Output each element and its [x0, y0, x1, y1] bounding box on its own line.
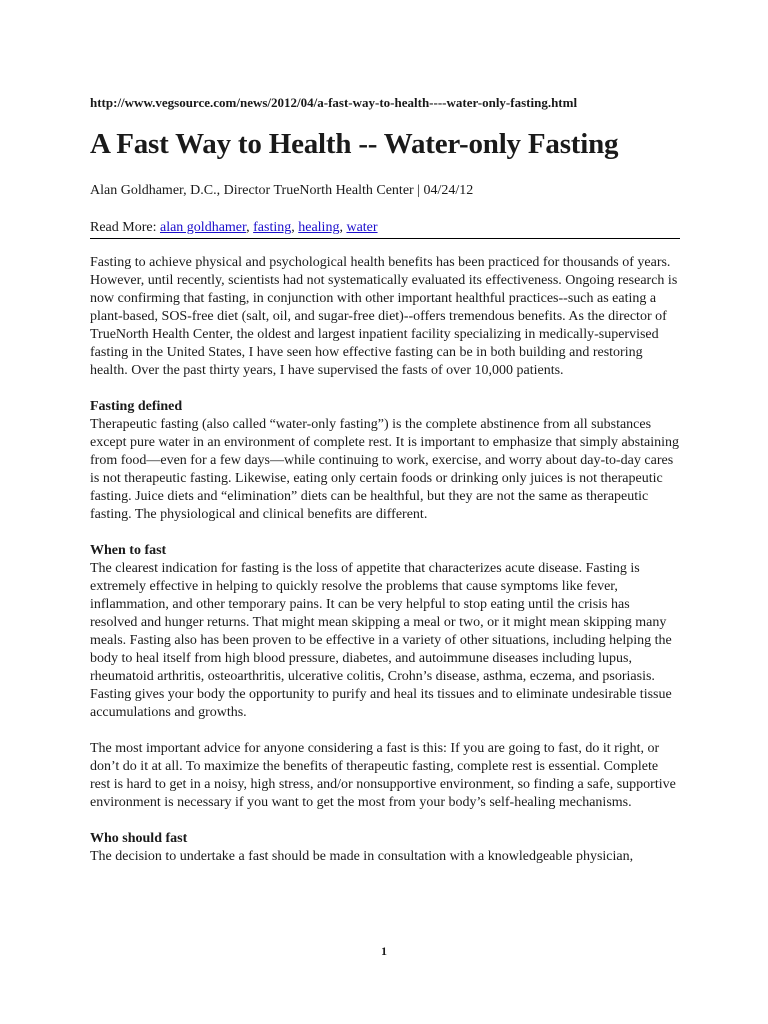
- intro-paragraph: Fasting to achieve physical and psychological health benefits has been practiced for thousands of years. However, until recently, scientists had not systematically evaluated its effectiveness. Ongoing research is now confirming that fasting, in conjunction with other important healthful practices--such as eating a plant-based, SOS-free diet (salt, oil, and sugar-free diet)--offers tremendous benefits. As the director of TrueNorth Health Center, the oldest and largest inpatient facility specializing in medically-supervised fasting in the United States, I have seen how effective fasting can be in both building and restoring health. Over the past thirty years, I have supervised the fasts of over 10,000 patients.: [90, 255, 678, 378]
- read-more-label: Read More:: [90, 220, 160, 235]
- article-body: [90, 254, 680, 884]
- advice-paragraph: The most important advice for anyone considering a fast is this: If you are going to fast, do it right, or don’t do it at all. To maximize the benefits of therapeutic fasting, complete rest is essential. Complete rest is hard to get in a noisy, high stress, and/or nonsupportive environment, so finding a safe, supportive environment is necessary if you want to get the most from your body’s self-healing mechanisms.: [90, 741, 676, 810]
- section-paragraph-who-should-fast: The decision to undertake a fast should be made in consultation with a knowledgeable physician,: [90, 849, 634, 864]
- tag-link-fasting[interactable]: fasting: [253, 220, 292, 235]
- article-byline: Alan Goldhamer, D.C., Director TrueNorth Health Center | 04/24/12: [90, 183, 474, 198]
- section-heading-who-should-fast: Who should fast: [90, 831, 188, 846]
- tag-link-water[interactable]: water: [346, 220, 378, 235]
- read-more-line: [90, 219, 680, 239]
- source-url: http://www.vegsource.com/news/2012/04/a-fast-way-to-health----water-only-fasting.html: [90, 95, 578, 110]
- tag-link-healing[interactable]: healing: [298, 220, 340, 235]
- tag-separator: ,: [246, 220, 254, 235]
- tag-separator: ,: [339, 220, 347, 235]
- section-paragraph-when-to-fast: The clearest indication for fasting is the loss of appetite that characterizes acute disease. Fasting is extremely effective in helping to quickly resolve the problems that cause symptoms like fever, inflammation, and other temporary pains. It can be very helpful to stop eating until the crisis has resolved and hunger returns. That might mean skipping a meal or two, or it might mean skipping many meals. Fasting also has been proven to be effective in a variety of other situations, including helping the body to heal itself from high blood pressure, diabetes, and autoimmune diseases including lupus, rheumatoid arthritis, osteoarthritis, ulcerative colitis, Crohn’s disease, asthma, eczema, and psoriasis. Fasting gives your body the opportunity to purify and heal its tissues and to eliminate undesirable tissue accumulations and growths.: [90, 561, 672, 720]
- tag-link-alan-goldhamer[interactable]: alan goldhamer: [159, 220, 247, 235]
- page-number: 1: [381, 944, 387, 958]
- section-heading-fasting-defined: Fasting defined: [90, 399, 183, 414]
- tag-separator: ,: [291, 220, 299, 235]
- section-paragraph-fasting-defined: Therapeutic fasting (also called “water-only fasting”) is the complete abstinence from all substances except pure water in an environment of complete rest. It is important to emphasize that simply abstaining from food—even for a few days—while continuing to work, exercise, and worry about day-to-day cares is not therapeutic fasting. Likewise, eating only certain foods or drinking only juices is not therapeutic fasting. Juice diets and “elimination” diets can be healthful, but they are not the same as therapeutic fasting. The physiological and clinical benefits are different.: [90, 417, 679, 522]
- article-title: A Fast Way to Health -- Water-only Fasting: [90, 128, 619, 160]
- section-heading-when-to-fast: When to fast: [90, 543, 167, 558]
